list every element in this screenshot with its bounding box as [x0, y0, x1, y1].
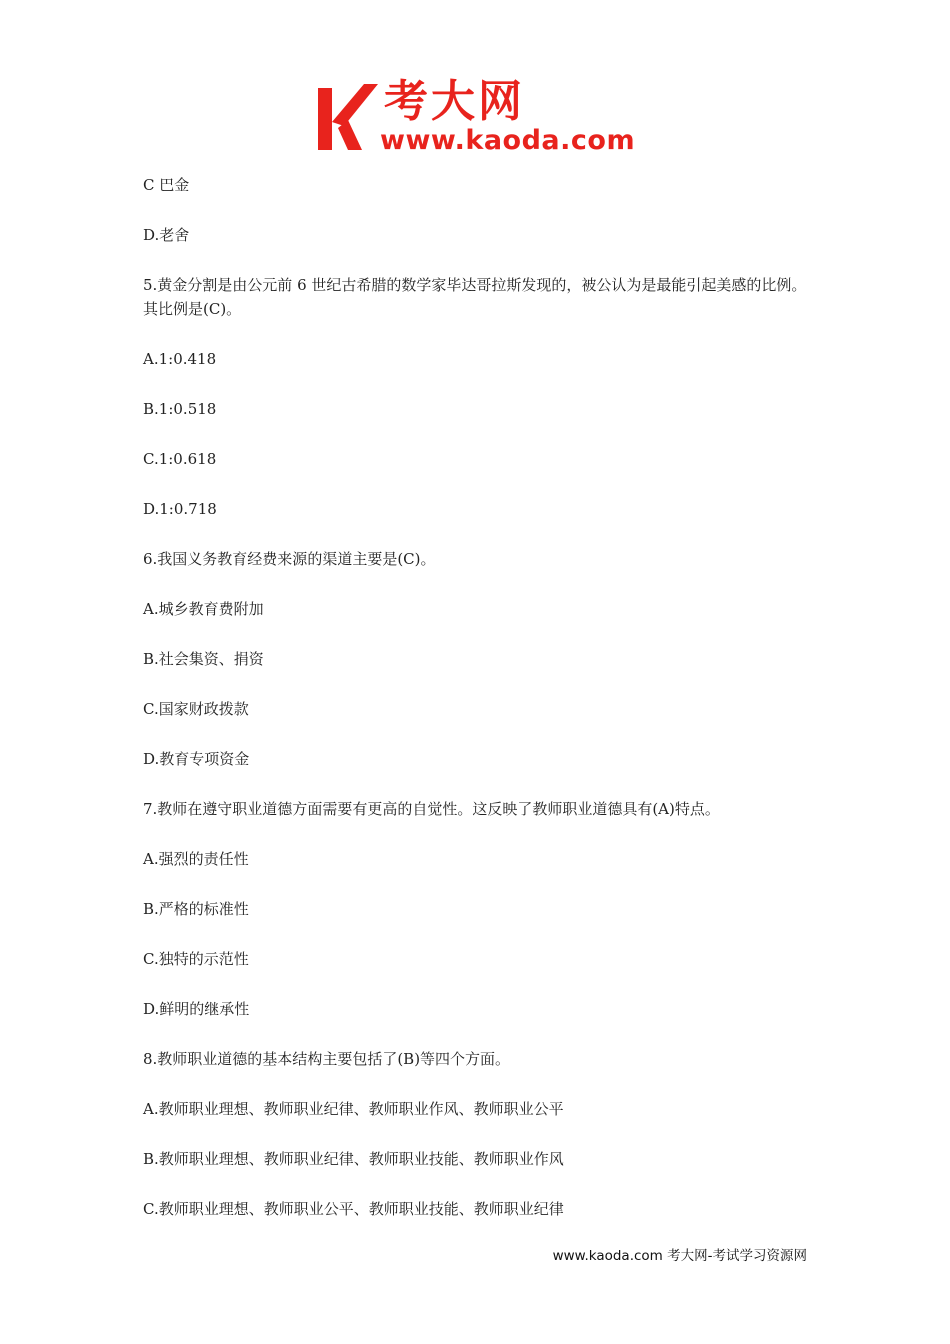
question-6: 6.我国义务教育经费来源的渠道主要是(C)。 [143, 550, 436, 568]
option-c-prev: C 巴金 [143, 176, 190, 194]
q7-option-b: B.严格的标准性 [143, 900, 249, 918]
kaoda-logo [318, 78, 638, 158]
question-8: 8.教师职业道德的基本结构主要包括了(B)等四个方面。 [143, 1050, 511, 1068]
question-5: 5.黄金分割是由公元前 6 世纪古希腊的数学家毕达哥拉斯发现的，被公认为是最能引起美感的比例。其比例是(C)。 [143, 276, 807, 318]
q7-option-c: C.独特的示范性 [143, 950, 249, 968]
option-d-prev: D.老舍 [143, 226, 190, 244]
logo-chinese-text: 考大网 [384, 76, 525, 127]
q7-option-d: D.鲜明的继承性 [143, 1000, 250, 1018]
q5-option-c: C.1:0.618 [143, 450, 217, 468]
question-7: 7.教师在遵守职业道德方面需要有更高的自觉性。这反映了教师职业道德具有(A)特点。 [143, 800, 720, 818]
q6-option-d: D.教育专项资金 [143, 750, 250, 768]
document-body [143, 173, 813, 1247]
q6-option-a: A.城乡教育费附加 [143, 600, 264, 618]
q7-option-a: A.强烈的责任性 [143, 850, 249, 868]
q5-option-d: D.1:0.718 [143, 500, 217, 518]
q8-option-b: B.教师职业理想、教师职业纪律、教师职业技能、教师职业作风 [143, 1150, 564, 1168]
q6-option-b: B.社会集资、捐资 [143, 650, 264, 668]
q5-option-a: A.1:0.418 [143, 350, 217, 368]
q8-option-a: A.教师职业理想、教师职业纪律、教师职业作风、教师职业公平 [143, 1100, 564, 1118]
q8-option-c: C.教师职业理想、教师职业公平、教师职业技能、教师职业纪律 [143, 1200, 564, 1218]
k-logo-icon [318, 82, 380, 150]
logo-url-text: www.kaoda.com [380, 125, 636, 156]
q6-option-c: C.国家财政拨款 [143, 700, 249, 718]
footer-text: www.kaoda.com 考大网-考试学习资源网 [552, 1248, 807, 1264]
q5-option-b: B.1:0.518 [143, 400, 217, 418]
